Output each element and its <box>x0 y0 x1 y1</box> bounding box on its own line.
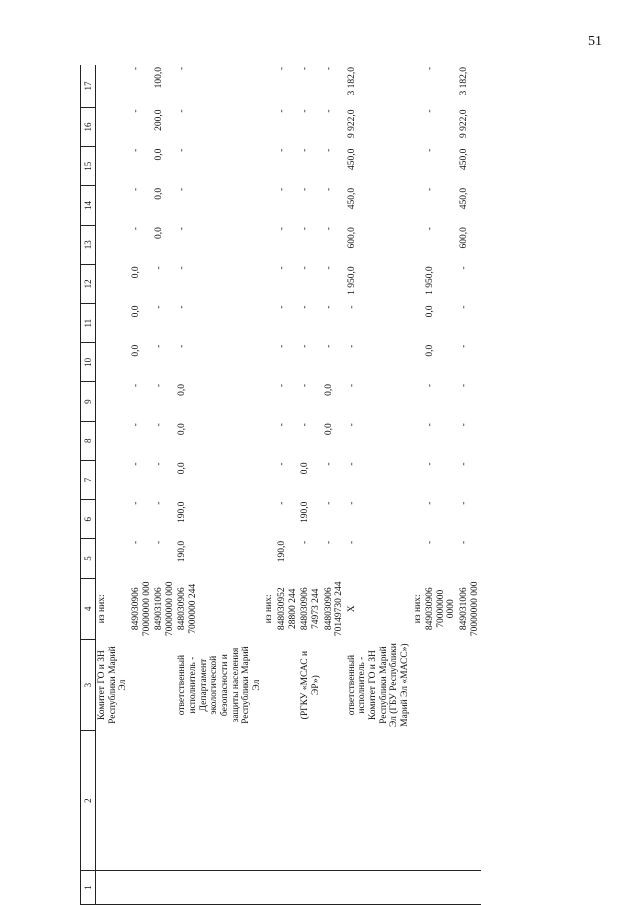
table-cell: - <box>323 227 334 231</box>
table-cell: 848030906 74973 244 <box>300 587 321 631</box>
column-header: 13 <box>81 225 96 264</box>
table-cell: - <box>154 305 165 309</box>
table-cell <box>346 871 412 905</box>
table-cell: 0,0 <box>154 148 165 161</box>
table-cell <box>96 460 130 499</box>
table-cell: - <box>177 187 188 192</box>
table-cell: - <box>177 148 188 152</box>
table-cell: - <box>323 187 334 192</box>
table-cell: - <box>425 109 436 113</box>
table-cell <box>263 640 276 731</box>
table-cell <box>412 382 425 421</box>
table-cell: - <box>130 148 141 152</box>
table-cell <box>458 871 481 905</box>
table-cell <box>263 871 276 905</box>
table-cell: - <box>425 148 436 152</box>
table-cell <box>412 147 425 186</box>
table-cell: Комитет ГО и ЗН Республики Марий Эл <box>97 646 129 724</box>
table-cell <box>96 421 130 460</box>
table-cell: - <box>346 344 357 348</box>
table-cell <box>412 421 425 460</box>
table-cell <box>346 731 412 871</box>
table-cell: - <box>277 305 287 309</box>
table-cell: - <box>177 305 188 309</box>
table-cell: - <box>459 266 469 270</box>
table-cell: - <box>346 383 357 388</box>
table-cell <box>412 640 425 731</box>
table-cell: 600,0 <box>459 227 469 249</box>
table-cell <box>276 731 299 871</box>
table-cell: - <box>130 383 141 388</box>
table-row <box>263 65 276 905</box>
table-cell: - <box>130 227 141 231</box>
table-cell: - <box>425 423 436 427</box>
table-cell: - <box>425 227 436 231</box>
table-cell <box>458 731 481 871</box>
table-cell: 0,0 <box>425 305 436 318</box>
table-cell: 190,0 <box>300 501 311 523</box>
table-cell: - <box>323 462 334 466</box>
table-cell <box>153 871 176 905</box>
table-cell: ответственный исполнитель - Департамент экологической безопасности и защиты населения Республики Марий Эл <box>177 646 262 724</box>
table-cell: из них: <box>97 594 107 624</box>
table-row <box>96 65 130 905</box>
table-cell <box>96 500 130 539</box>
column-header: 17 <box>81 65 96 107</box>
table-cell: 0,0 <box>130 344 141 357</box>
table-cell: - <box>300 67 311 71</box>
table-cell <box>96 731 130 871</box>
table-cell <box>412 731 425 871</box>
table-cell <box>96 264 130 303</box>
table-cell <box>412 539 425 578</box>
table-cell: 0,0 <box>130 266 141 279</box>
table-cell: - <box>323 344 334 348</box>
table-cell: - <box>130 187 141 192</box>
table-cell: - <box>277 109 287 113</box>
table-cell: - <box>300 227 311 231</box>
table-cell: - <box>154 501 165 505</box>
table-cell: - <box>130 109 141 113</box>
table-row <box>323 65 346 905</box>
table-cell <box>424 731 458 871</box>
table-cell: - <box>323 305 334 309</box>
column-header: 5 <box>81 539 96 578</box>
table-cell: из них: <box>264 594 275 624</box>
table-cell <box>96 539 130 578</box>
table-cell: - <box>177 344 188 348</box>
table-cell: 3 182,0 <box>346 67 357 96</box>
table-cell <box>263 539 276 578</box>
table-cell: - <box>459 540 469 545</box>
table-cell <box>176 731 263 871</box>
column-number-row <box>81 65 96 905</box>
table-cell: 0,0 <box>154 227 165 239</box>
table-cell: - <box>300 305 311 309</box>
table-cell <box>263 147 276 186</box>
table-cell: 190,0 <box>177 540 188 563</box>
column-header: 11 <box>81 304 96 343</box>
table-cell <box>424 640 458 731</box>
budget-table <box>80 65 481 905</box>
table-cell: - <box>459 344 469 348</box>
table-cell: 848030952 28800 244 <box>277 587 298 631</box>
table-cell <box>412 871 425 905</box>
table-row <box>412 65 425 905</box>
table-row <box>346 65 412 905</box>
table-cell <box>323 871 346 905</box>
table-cell <box>96 147 130 186</box>
column-header: 2 <box>81 731 96 871</box>
table-cell: - <box>300 266 311 270</box>
column-header: 7 <box>81 460 96 499</box>
table-cell: - <box>323 540 334 545</box>
table-cell: - <box>154 266 165 270</box>
table-cell <box>130 871 153 905</box>
table-cell: - <box>300 383 311 388</box>
table-cell: - <box>300 109 311 113</box>
table-cell <box>96 382 130 421</box>
table-cell <box>153 640 176 731</box>
table-cell: 0,0 <box>177 462 188 475</box>
table-cell: - <box>459 383 469 388</box>
table-cell <box>263 460 276 499</box>
table-cell: - <box>459 305 469 309</box>
table-cell: 0,0 <box>177 423 188 436</box>
table-body <box>96 65 482 905</box>
table-cell <box>299 731 322 871</box>
table-cell <box>412 264 425 303</box>
column-header: 3 <box>81 640 96 731</box>
table-cell <box>263 343 276 382</box>
table-cell: 450,0 <box>459 148 469 171</box>
page-number: 51 <box>588 34 602 49</box>
table-cell: - <box>300 148 311 152</box>
table-cell <box>263 186 276 225</box>
table-cell: - <box>300 423 311 427</box>
table-cell: - <box>177 227 188 231</box>
table-cell: 0,0 <box>130 305 141 318</box>
table-cell <box>458 640 481 731</box>
table-cell: 0,0 <box>177 383 188 396</box>
table-cell: - <box>277 462 287 466</box>
table-row <box>424 65 458 905</box>
table-cell: 9 922,0 <box>346 109 357 138</box>
table-cell: 190,0 <box>277 540 287 563</box>
table-cell: (РГКУ «МСАС и ЭР») <box>300 650 321 720</box>
column-header: 1 <box>81 871 96 905</box>
table-cell: - <box>154 540 165 545</box>
table-cell: 0,0 <box>323 423 334 436</box>
table-cell: 849031006 70000000 000 <box>459 581 480 637</box>
table-cell: - <box>459 423 469 427</box>
table-cell: - <box>277 187 287 192</box>
table-cell: 9 922,0 <box>459 109 469 138</box>
table-cell <box>276 871 299 905</box>
table-cell: - <box>346 540 357 545</box>
table-cell <box>263 304 276 343</box>
table-cell <box>176 871 263 905</box>
table-cell <box>96 304 130 343</box>
table-cell <box>263 382 276 421</box>
table-cell <box>263 731 276 871</box>
table-cell: - <box>277 423 287 427</box>
table-cell <box>323 731 346 871</box>
table-cell: - <box>425 187 436 192</box>
table-cell: 3 182,0 <box>459 67 469 96</box>
table-cell: - <box>459 501 469 505</box>
table-cell: - <box>177 266 188 270</box>
table-cell <box>412 225 425 264</box>
column-header: 16 <box>81 107 96 146</box>
table-cell: 450,0 <box>346 148 357 171</box>
table-cell <box>96 107 130 146</box>
table-cell: - <box>300 540 311 545</box>
column-header: 8 <box>81 421 96 460</box>
column-header: 10 <box>81 343 96 382</box>
table-cell <box>263 421 276 460</box>
table-cell: - <box>130 501 141 505</box>
table-cell: - <box>130 540 141 545</box>
table-cell: - <box>323 67 334 71</box>
table-cell: - <box>346 462 357 466</box>
table-cell: 450,0 <box>346 187 357 210</box>
table-cell: - <box>425 383 436 388</box>
table-cell: - <box>300 187 311 192</box>
table-cell: - <box>177 67 188 71</box>
table-row <box>276 65 299 905</box>
table-cell <box>276 640 299 731</box>
table-cell: - <box>459 462 469 466</box>
table-cell: - <box>277 67 287 71</box>
table-cell: - <box>346 423 357 427</box>
table-cell: 0,0 <box>154 187 165 200</box>
table-cell: - <box>323 148 334 152</box>
table-row <box>299 65 322 905</box>
table-cell: - <box>425 462 436 466</box>
table-cell <box>263 107 276 146</box>
table-cell: - <box>323 109 334 113</box>
table-cell: - <box>425 540 436 545</box>
table-cell <box>412 500 425 539</box>
table-cell: - <box>277 501 287 505</box>
table-cell: - <box>130 67 141 71</box>
table-cell: - <box>300 344 311 348</box>
table-cell <box>412 343 425 382</box>
table-cell: - <box>425 501 436 505</box>
table-cell <box>263 65 276 107</box>
column-header: 14 <box>81 186 96 225</box>
table-cell <box>263 500 276 539</box>
table-cell: - <box>323 501 334 505</box>
table-cell: - <box>346 501 357 505</box>
table-cell: - <box>425 67 436 71</box>
table-cell: - <box>154 383 165 388</box>
table-row <box>176 65 263 905</box>
table-cell: 0,0 <box>323 383 334 396</box>
table-cell <box>263 225 276 264</box>
table-cell: - <box>154 423 165 427</box>
table-cell: 0,0 <box>300 462 311 475</box>
table-cell <box>412 107 425 146</box>
table-cell <box>412 65 425 107</box>
budget-table-sheet <box>80 65 590 905</box>
table-cell: - <box>154 462 165 466</box>
column-header: 9 <box>81 382 96 421</box>
table-cell: - <box>130 462 141 466</box>
table-cell: - <box>323 266 334 270</box>
table-cell: 848030906 70149730 244 <box>323 581 345 637</box>
table-cell: 1 950,0 <box>425 266 436 295</box>
table-cell: 100,0 <box>154 67 165 89</box>
table-cell: Х <box>346 605 357 613</box>
table-cell <box>412 186 425 225</box>
table-cell: - <box>177 109 188 113</box>
table-cell: - <box>277 266 287 270</box>
table-cell: 849030906 70000000 0000 <box>425 587 457 631</box>
table-cell <box>96 186 130 225</box>
column-header: 12 <box>81 264 96 303</box>
table-cell: - <box>130 423 141 427</box>
table-cell: 849031006 70000000 000 <box>154 581 175 637</box>
table-cell <box>96 225 130 264</box>
table-cell: 1 950,0 <box>346 266 357 295</box>
table-cell <box>263 264 276 303</box>
table-cell <box>96 871 130 905</box>
column-header: 6 <box>81 500 96 539</box>
table-cell <box>412 304 425 343</box>
table-cell: - <box>277 383 287 388</box>
table-cell <box>424 871 458 905</box>
table-cell: - <box>277 227 287 231</box>
table-cell: 450,0 <box>459 187 469 210</box>
table-cell: 190,0 <box>177 501 188 523</box>
table-cell <box>130 731 153 871</box>
column-header: 4 <box>81 578 96 639</box>
table-row <box>458 65 481 905</box>
table-row <box>130 65 153 905</box>
table-cell: 200,0 <box>154 109 165 131</box>
table-cell: 849030906 70000000 000 <box>130 581 152 637</box>
table-cell: 0,0 <box>425 344 436 357</box>
table-cell <box>299 871 322 905</box>
table-cell <box>96 65 130 107</box>
table-cell: - <box>277 344 287 348</box>
table-cell <box>130 640 153 731</box>
table-row <box>153 65 176 905</box>
table-cell: 600,0 <box>346 227 357 249</box>
table-cell: - <box>277 148 287 152</box>
table-cell <box>323 640 346 731</box>
table-cell <box>412 460 425 499</box>
table-cell: - <box>346 305 357 309</box>
table-cell <box>96 343 130 382</box>
table-cell: - <box>154 344 165 348</box>
table-cell: 848030906 7000000 244 <box>177 583 198 634</box>
table-cell <box>153 731 176 871</box>
column-header: 15 <box>81 147 96 186</box>
table-cell: из них: <box>412 594 423 624</box>
table-cell: ответственный исполнитель - Комитет ГО и ЗН Республики Марий Эл (ГБУ Республики Марий Эл «МАСС») <box>346 643 410 728</box>
